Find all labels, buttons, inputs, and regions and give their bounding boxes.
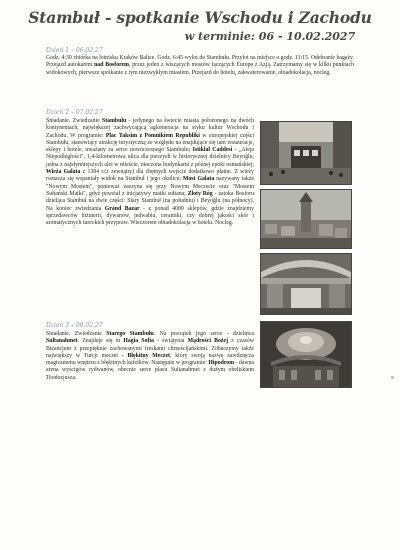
grand-bazaar-photo xyxy=(260,253,352,315)
page-title: Stambuł - spotkanie Wschodu i Zachodu xyxy=(28,8,372,27)
itinerary-text: w europejskiej części Stambułu, stanowiący atrakcję turystyczną ze względu na znajdujące się tam restauracje, sklepy i hotele, uważany za serce nowoczesnego Stambułu; xyxy=(46,132,254,154)
itinerary-text: - świątynia xyxy=(153,338,188,345)
day-1-text xyxy=(46,55,354,77)
itinerary-text: - zatoka Bosforu dzieląca Stambuł na dwie części: Stary Stambuł (na południu) i Beyoğlu (na północy). Na koniec zwiedzania xyxy=(46,190,254,212)
trip-dates: w terminie: 06 - 10.02.2027 xyxy=(184,30,356,43)
itinerary-text: , który swoją nazwę zawdzięcza magicznemu wnętrzu z błękitnych kafelków. Następnie w programie: xyxy=(46,352,254,367)
itinerary-text: Godz. 4:30 zbiórka na lotnisku Kraków Balice. Godz. 6:45 wylot do Stambułu. Przylot na miejsce o godz. 11:15. Odebranie bagaży. Przejazd autokarem xyxy=(46,55,354,69)
highlighted-place-name: nad Bosforem xyxy=(94,62,129,69)
highlighted-place-name: Mądrości Bożej xyxy=(187,338,228,345)
itinerary-text: - jedynego na świecie miasta położonego na dwóch kontynentach, największej zachwycającą aglomeracja na styku kultur Wschodu i Zachodu. W programie: xyxy=(46,118,254,139)
itinerary-text: nazywany także "Nowym Mostem", ponieważ zaczyna się przy Nowym Meczecie oraz "Mostem Sułtański Matki", gdyż powstał z inicjatywy matki sułtana; xyxy=(46,176,254,197)
day-2-heading: Dzień 2 – 07.02.27 xyxy=(46,109,103,116)
istiklal-tram-photo xyxy=(260,121,352,185)
highlighted-place-name: Hipodrom xyxy=(208,360,235,367)
itinerary-text: z czasów Bizancjum z przepięknie zachowanymi freskami chrześcijańskimi. Zobaczymy także największy w Turcji meczet - xyxy=(46,338,254,359)
highlighted-place-name: Plac Taksim z Pomnikiem Republiki xyxy=(105,132,200,139)
highlighted-place-name: Wieża Galata xyxy=(46,169,81,176)
day-3-heading: Dzień 3 – 08.02.27 xyxy=(46,322,103,329)
page-mark xyxy=(391,376,394,379)
itinerary-text: - dawna arena wyścigów rydwanów, obecnie serce placu Sultanahmet z dużym obeliskiem Teodozjusza. xyxy=(46,360,255,381)
highlighted-place-name: Stambułu xyxy=(102,118,127,124)
day-2-text xyxy=(46,118,254,227)
itinerary-text: Śniadanie. Zwiedzanie xyxy=(46,118,103,124)
itinerary-text: - z ponad 4000 sklepów, gdzie znajdziemy sprzedawców biżuterii, dywanów, jedwabiu, ceramiki, czy dobrej jakości skór i aromatycznych tureckich przypraw. Wieczorem obiadokolacja w hotelu. Nocleg. xyxy=(46,205,254,227)
highlighted-place-name: Błękitny Meczet xyxy=(127,352,170,359)
highlighted-place-name: Złoty Róg xyxy=(187,190,213,197)
highlighted-place-name: Hagia Sofia xyxy=(123,338,154,345)
itinerary-text: - „Aleja Niepodległości", 1,4-kilometrowa ulica dla pieszych w historycznej dzielnicy Beyoğlu, jedna z najsłynniejszych alei w mieście, otoczona budynkami z późnej epoki osmańskiej; xyxy=(46,147,254,168)
highlighted-place-name: Starego Stambułu xyxy=(106,331,154,337)
highlighted-place-name: Istiklal Caddesi xyxy=(192,147,233,154)
highlighted-place-name: Sultanahmet xyxy=(46,338,78,345)
highlighted-place-name: Grand Bazar xyxy=(104,205,140,212)
galata-tower-photo xyxy=(260,189,352,249)
itinerary-text: . Na początek jego serce - dzielnica xyxy=(153,331,254,337)
day-3-text xyxy=(46,331,254,382)
highlighted-place-name: Most Galata xyxy=(182,176,215,183)
hagia-sophia-dome-photo xyxy=(260,321,352,388)
itinerary-text: z 1384 r.(z zewnątrz) dla chętnych wejście dodatkowo płatne. Z wieży roztacza się wspaniały widok na Stambuł i jego okolice; xyxy=(46,169,254,183)
itinerary-text: . Znajduje się tu xyxy=(77,338,124,345)
itinerary-text: , przez jeden z wiszących mostów łączących Europę z Azją. Zatrzymamy się w kilku punktach widokowych, pierwsze spotkanie z tym niezwykłym miastem. Przejazd do hotelu, zakwaterowanie, obiadokolacja, nocleg. xyxy=(46,62,354,76)
day-1-heading: Dzień 1 – 06.02.27 xyxy=(46,47,103,54)
itinerary-text: Śniadanie. Zwiedzanie xyxy=(46,331,107,337)
